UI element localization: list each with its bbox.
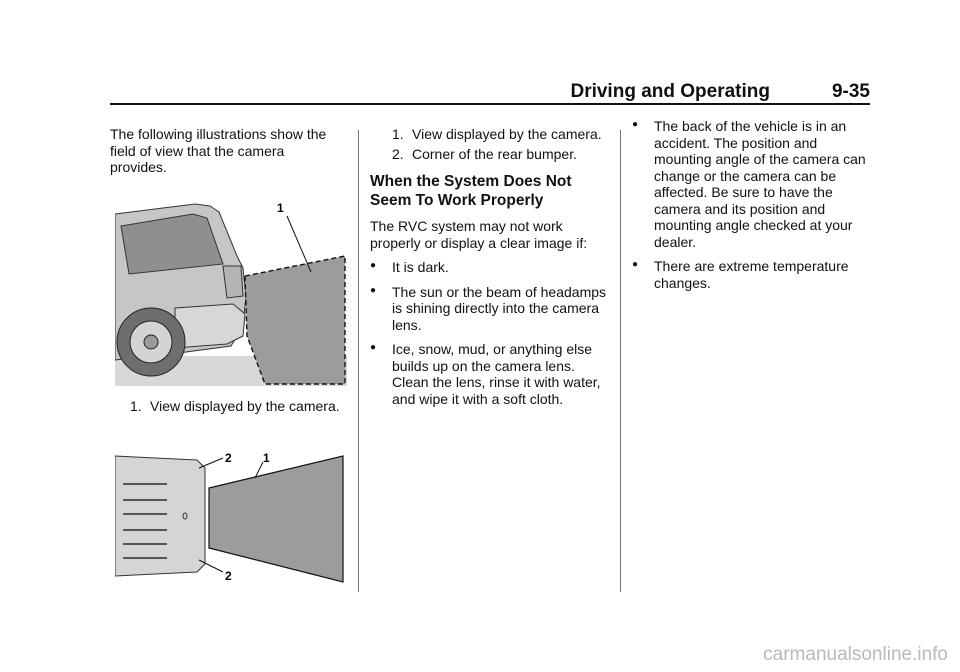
bullet-icon: ● [370,342,377,353]
list-number: 2. [392,145,404,162]
bullet-icon: ● [370,260,377,271]
header-rule [110,103,870,105]
column-divider-2 [620,130,621,592]
list-item [392,146,608,163]
rear-view-illustration [115,196,347,386]
bullet-text: There are extreme temperature changes. [654,258,849,291]
section-title: Driving and Operating [570,81,770,102]
section-heading: When the System Does Not Seem To Work Properly [370,173,572,209]
bullet-icon: ● [370,284,377,296]
list-item [392,126,608,143]
page-header [110,80,870,104]
top-view-illustration [115,448,347,584]
bullet-icon: ● [632,119,639,130]
list-number: 1. [392,126,404,142]
intro-paragraph: The following illustrations show the field of view that the camera provides. [110,126,327,175]
figure2-callout-2-top: 2 [225,451,232,465]
bullet-item [632,118,868,250]
caption-number: 1. [130,398,142,414]
column-3 [632,118,868,291]
page-number: 9-35 [831,81,870,102]
bullet-item [370,284,608,334]
lead-paragraph: The RVC system may not work properly or display a clear image if: [370,218,588,251]
list-text: View displayed by the camera. [412,126,602,142]
caption-text: View displayed by the camera. [150,398,340,414]
bullet-text: Ice, snow, mud, or anything else builds up on the camera lens. Clean the lens, rinse it with water, and wipe it with a soft cloth. [392,341,601,407]
bullet-text: The back of the vehicle is in an accident. The position and mounting angle of the camera can change or the camera can be affected. Be sure to have the camera and its position and mounting angle checked at your dealer. [654,118,866,250]
figure2-callout-1: 1 [263,451,270,465]
bullet-item [632,258,868,291]
numbered-list [370,126,608,162]
bullet-text: It is dark. [392,259,449,275]
bullet-item [370,259,608,276]
bullet-item [370,341,608,407]
figure1-caption [130,398,340,415]
column-divider-1 [358,130,359,592]
column-2 [370,126,608,407]
figure1-callout-1: 1 [277,201,284,215]
figure2-callout-2-bottom: 2 [225,569,232,583]
list-text: Corner of the rear bumper. [412,145,577,162]
bullet-icon: ● [632,259,639,270]
bullet-text: The sun or the beam of headamps is shining directly into the camera lens. [392,283,607,333]
watermark: carmanualsonline.info [763,644,948,665]
column-1 [110,126,346,176]
